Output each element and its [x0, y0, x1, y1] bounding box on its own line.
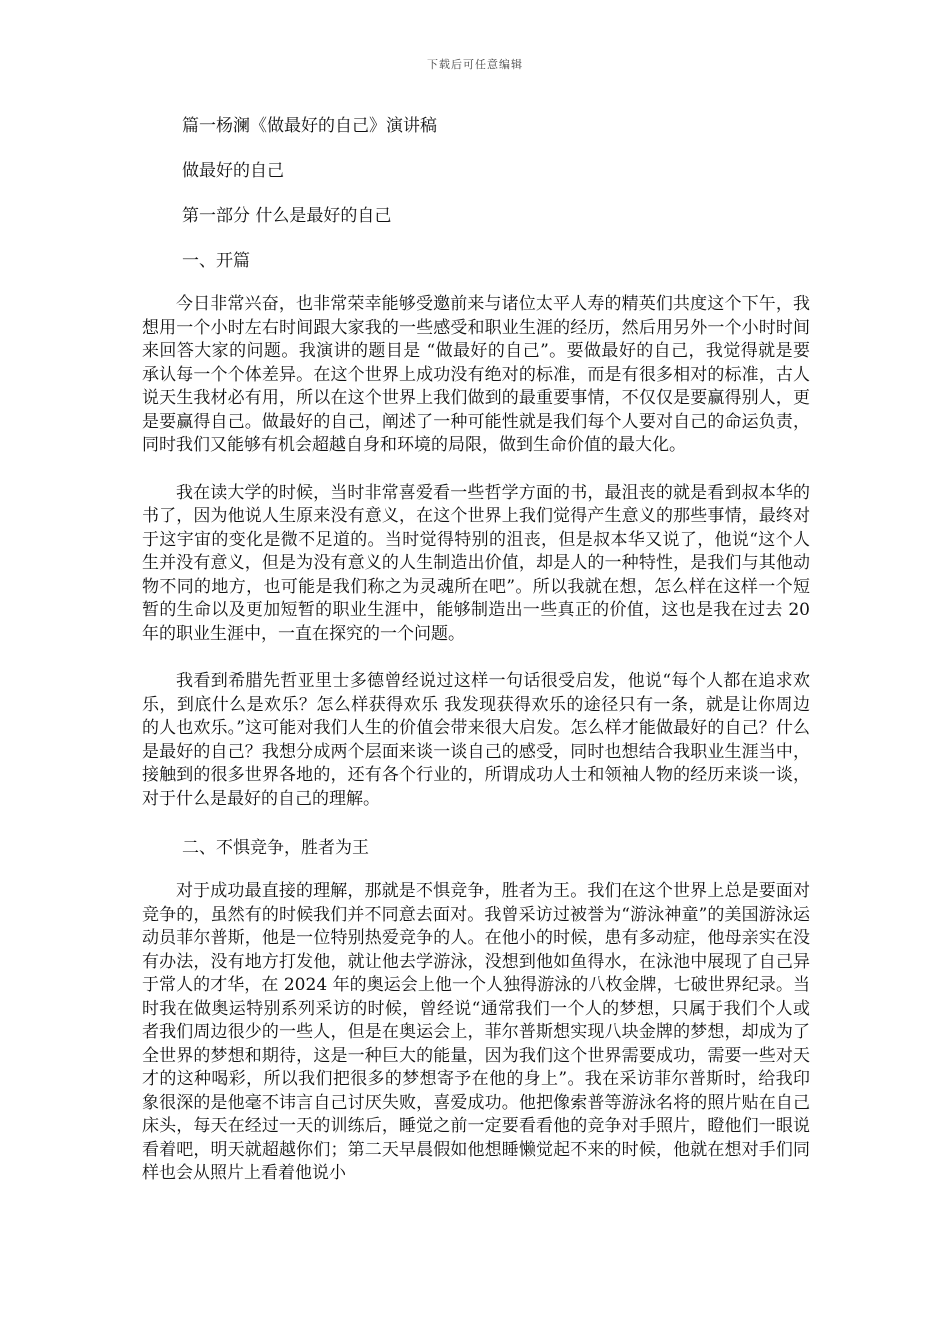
paragraph: 我看到希腊先哲亚里士多德曾经说过这样一句话很受启发，他说“每个人都在追求欢乐，到底什么是欢乐？怎么样获得欢乐 我发现获得欢乐的途径只有一条，就是让你周边的人也欢乐。”这可能对我们人生的价值会带来很大启发。怎么样才能做最好的自己？什么是最好的自己？我想分成两个层面来谈一谈自己的感受，同时也想结合我职业生涯当中，接触到的很多世界各地的，还有各个行业的，所谓成功人士和领袖人物的经历来谈一谈，对于什么是最好的自己的理解。 [142, 671, 810, 809]
paragraph: 我在读大学的时候，当时非常喜爱看一些哲学方面的书，最沮丧的就是看到叔本华的书了，因为他说人生原来没有意义，在这个世界上我们觉得产生意义的那些事情，最终对于这宇宙的变化是微不足道的。当时觉得特别的沮丧，但是叔本华又说了，他说“这个人生并没有意义，但是为没有意义的人生制造出价值，却是人的一种特性，是我们与其他动物不同的地方，也可能是我们称之为灵魂所在吧”。所以我就在想，怎么样在这样一个短暂的生命以及更加短暂的职业生涯中，能够制造出一些真正的价值，这也是我在过去 20 年的职业生涯中，一直在探究的一个问题。 [142, 482, 810, 644]
paragraph: 对于成功最直接的理解，那就是不惧竞争，胜者为王。我们在这个世界上总是要面对竞争的，虽然有的时候我们并不同意去面对。我曾采访过被誉为“游泳神童”的美国游泳运动员菲尔普斯，他是一位特别热爱竞争的人。在他小的时候，患有多动症，他母亲实在没有办法，没有地方打发他，就让他去学游泳，没想到他如鱼得水，在泳池中展现了自己异于常人的才华，在 2024 年的奥运会上他一个人独得游泳的八枚金牌，七破世界纪录。当时我在做奥运特别系列采访的时候，曾经说“通常我们一个人的梦想，只属于我们个人或者我们周边很少的一些人，但是在奥运会上，菲尔普斯想实现八块金牌的梦想，却成为了全世界的梦想和期待，这是一种巨大的能量，因为我们这个世界需要成功，需要一些对天才的这种喝彩，所以我们把很多的梦想寄予在他的身上”。我在采访菲尔普斯时，给我印象很深的是他毫不讳言自己讨厌失败，喜爱成功。他把像索普等游泳名将的照片贴在自己床头，每天在经过一天的训练后，睡觉之前一定要看看他的竞争对手照片，瞪他们一眼说看着吧，明天就超越你们；第二天早晨假如他想睡懒觉起不来的时候，他就在想对手们同样也会从照片上看着他说小 [142, 881, 810, 1183]
speech-title: 做最好的自己 [182, 161, 284, 181]
document-title: 篇一杨澜《做最好的自己》演讲稿 [182, 116, 437, 136]
section-heading-competition: 二、不惧竞争，胜者为王 [182, 838, 369, 858]
section-heading-opening: 一、开篇 [182, 251, 250, 271]
page-header-note: 下载后可任意编辑 [427, 58, 523, 71]
part-heading: 第一部分 什么是最好的自己 [182, 206, 392, 226]
document-body [142, 113, 810, 1186]
paragraph: 今日非常兴奋，也非常荣幸能够受邀前来与诸位太平人寿的精英们共度这个下午，我想用一个小时左右时间跟大家我的一些感受和职业生涯的经历，然后用另外一个小时时间来回答大家的问题。我演讲的题目是 “做最好的自己”。要做最好的自己，我觉得就是要承认每一个个体差异。在这个世界上成功没有绝对的标准，而是有很多相对的标准，古人说天生我材必有用，所以在这个世界上我们做到的最重要事情，不仅仅是要赢得别人，更是要赢得自己。做最好的自己，阐述了一种可能性就是我们每个人要对自己的命运负责，同时我们又能够有机会超越自身和环境的局限，做到生命价值的最大化。 [142, 294, 810, 455]
